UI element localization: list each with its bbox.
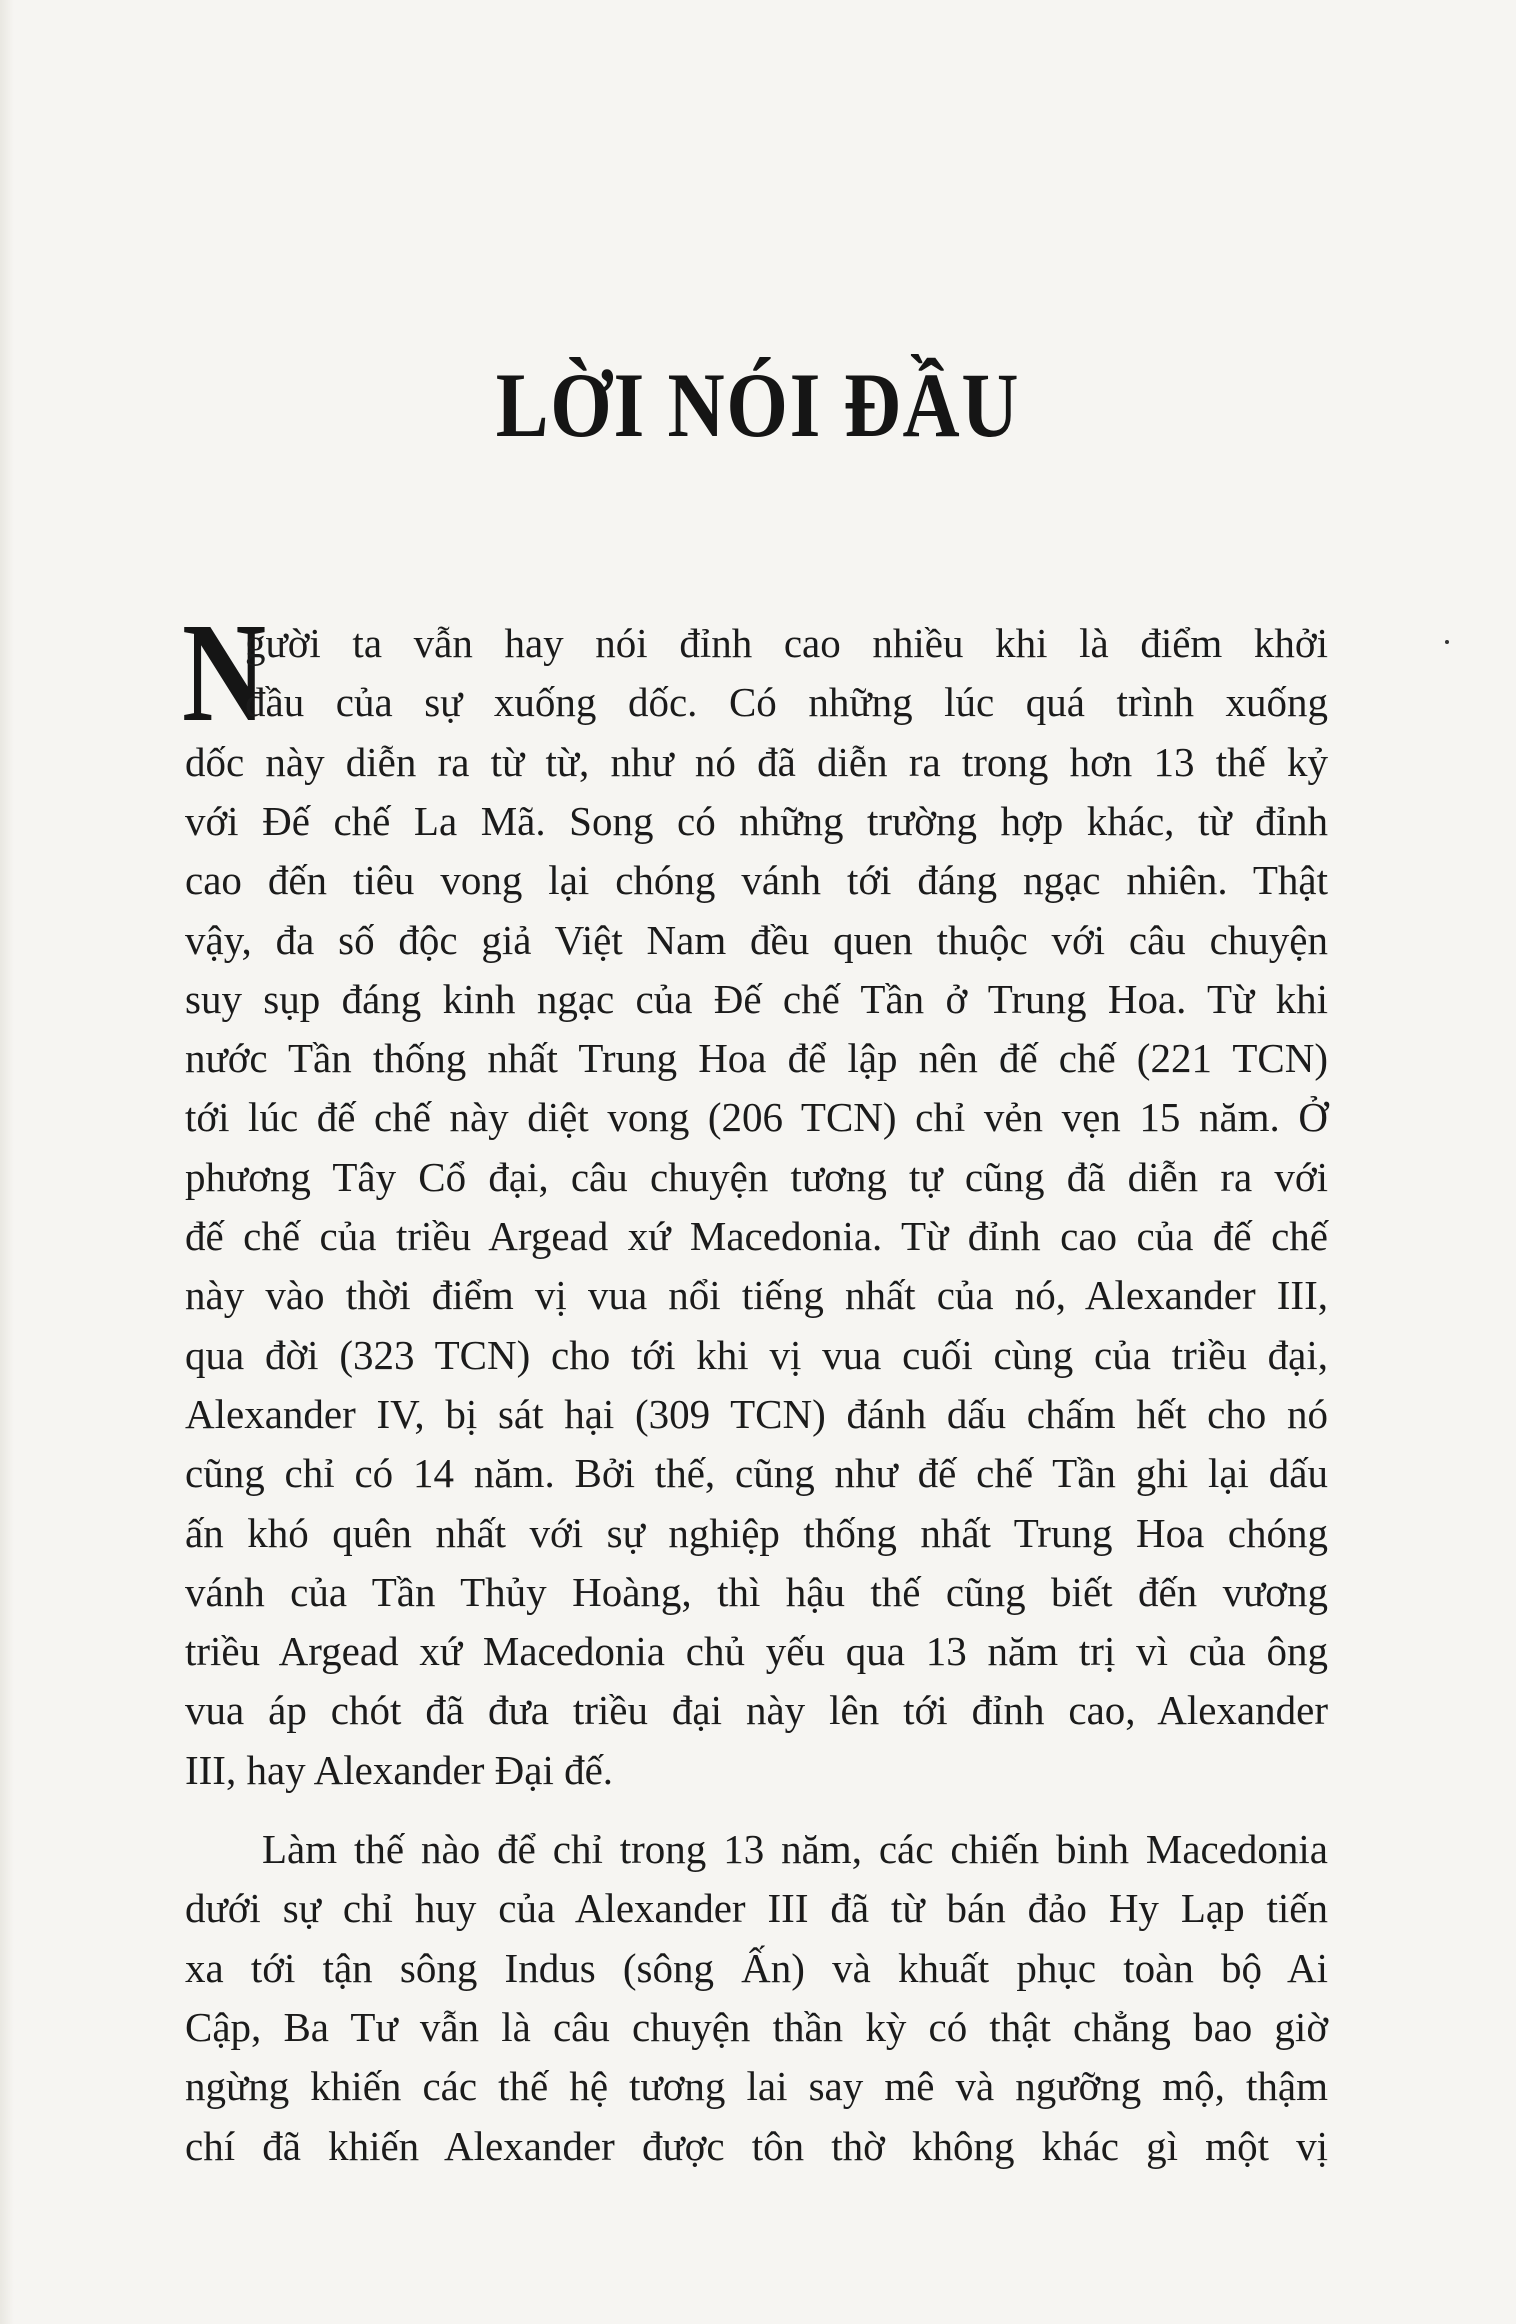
text-line: với Đế chế La Mã. Song có những trường hợp khác, từ đỉnh (185, 797, 1328, 844)
text-line: III, hay Alexander Đại đế. (185, 1746, 614, 1793)
text-line: tới lúc đế chế này diệt vong (206 TCN) chỉ vẻn vẹn 15 năm. Ở (185, 1094, 1328, 1141)
text-line: gười ta vẫn hay nói đỉnh cao nhiều khi là điểm khởi (245, 620, 1328, 666)
text-line: vánh của Tần Thủy Hoàng, thì hậu thế cũng biết đến vương (185, 1568, 1328, 1615)
ink-speck (1445, 640, 1449, 644)
text-line: nước Tần thống nhất Trung Hoa để lập nên đế chế (221 TCN) (185, 1035, 1328, 1082)
text-line: này vào thời điểm vị vua nổi tiếng nhất của nó, Alexander III, (185, 1272, 1328, 1319)
text-line: cao đến tiêu vong lại chóng vánh tới đáng ngạc nhiên. Thật (185, 857, 1328, 904)
text-line: Alexander IV, bị sát hại (309 TCN) đánh dấu chấm hết cho nó (185, 1390, 1328, 1437)
page-edge-shadow (0, 0, 14, 2324)
text-line: ngừng khiến các thế hệ tương lai say mê và ngưỡng mộ, thậm (185, 2063, 1328, 2110)
text-line: chí đã khiến Alexander được tôn thờ không khác gì một vị (185, 2122, 1328, 2169)
page-title: LỜI NÓI ĐẦU (495, 354, 1021, 456)
text-line: Làm thế nào để chỉ trong 13 năm, các chiến binh Macedonia (262, 1826, 1328, 1872)
text-line: vua áp chót đã đưa triều đại này lên tới đỉnh cao, Alexander (185, 1687, 1328, 1734)
text-line: Cập, Ba Tư vẫn là câu chuyện thần kỳ có thật chẳng bao giờ (185, 2003, 1328, 2050)
text-line: ấn khó quên nhất với sự nghiệp thống nhất Trung Hoa chóng (185, 1509, 1328, 1556)
text-line: cũng chỉ có 14 năm. Bởi thế, cũng như đế chế Tần ghi lại dấu (185, 1450, 1328, 1497)
text-line: đế chế của triều Argead xứ Macedonia. Từ đỉnh cao của đế chế (185, 1213, 1328, 1259)
text-line: suy sụp đáng kinh ngạc của Đế chế Tần ở Trung Hoa. Từ khi (185, 975, 1328, 1022)
text-line: triều Argead xứ Macedonia chủ yếu qua 13 năm trị vì của ông (185, 1628, 1328, 1675)
text-line: dốc này diễn ra từ từ, như nó đã diễn ra trong hơn 13 thế kỷ (185, 738, 1328, 785)
text-line: qua đời (323 TCN) cho tới khi vị vua cuối cùng của triều đại, (185, 1331, 1328, 1378)
text-line: xa tới tận sông Indus (sông Ấn) và khuất phục toàn bộ Ai (185, 1944, 1328, 1991)
text-line: đầu của sự xuống dốc. Có những lúc quá trình xuống (245, 679, 1328, 726)
text-line: vậy, đa số độc giả Việt Nam đều quen thuộc với câu chuyện (185, 916, 1328, 963)
text-line: dưới sự chỉ huy của Alexander III đã từ bán đảo Hy Lạp tiến (185, 1885, 1328, 1932)
drop-cap: N (182, 593, 267, 751)
text-line: phương Tây Cổ đại, câu chuyện tương tự cũng đã diễn ra với (185, 1153, 1328, 1200)
